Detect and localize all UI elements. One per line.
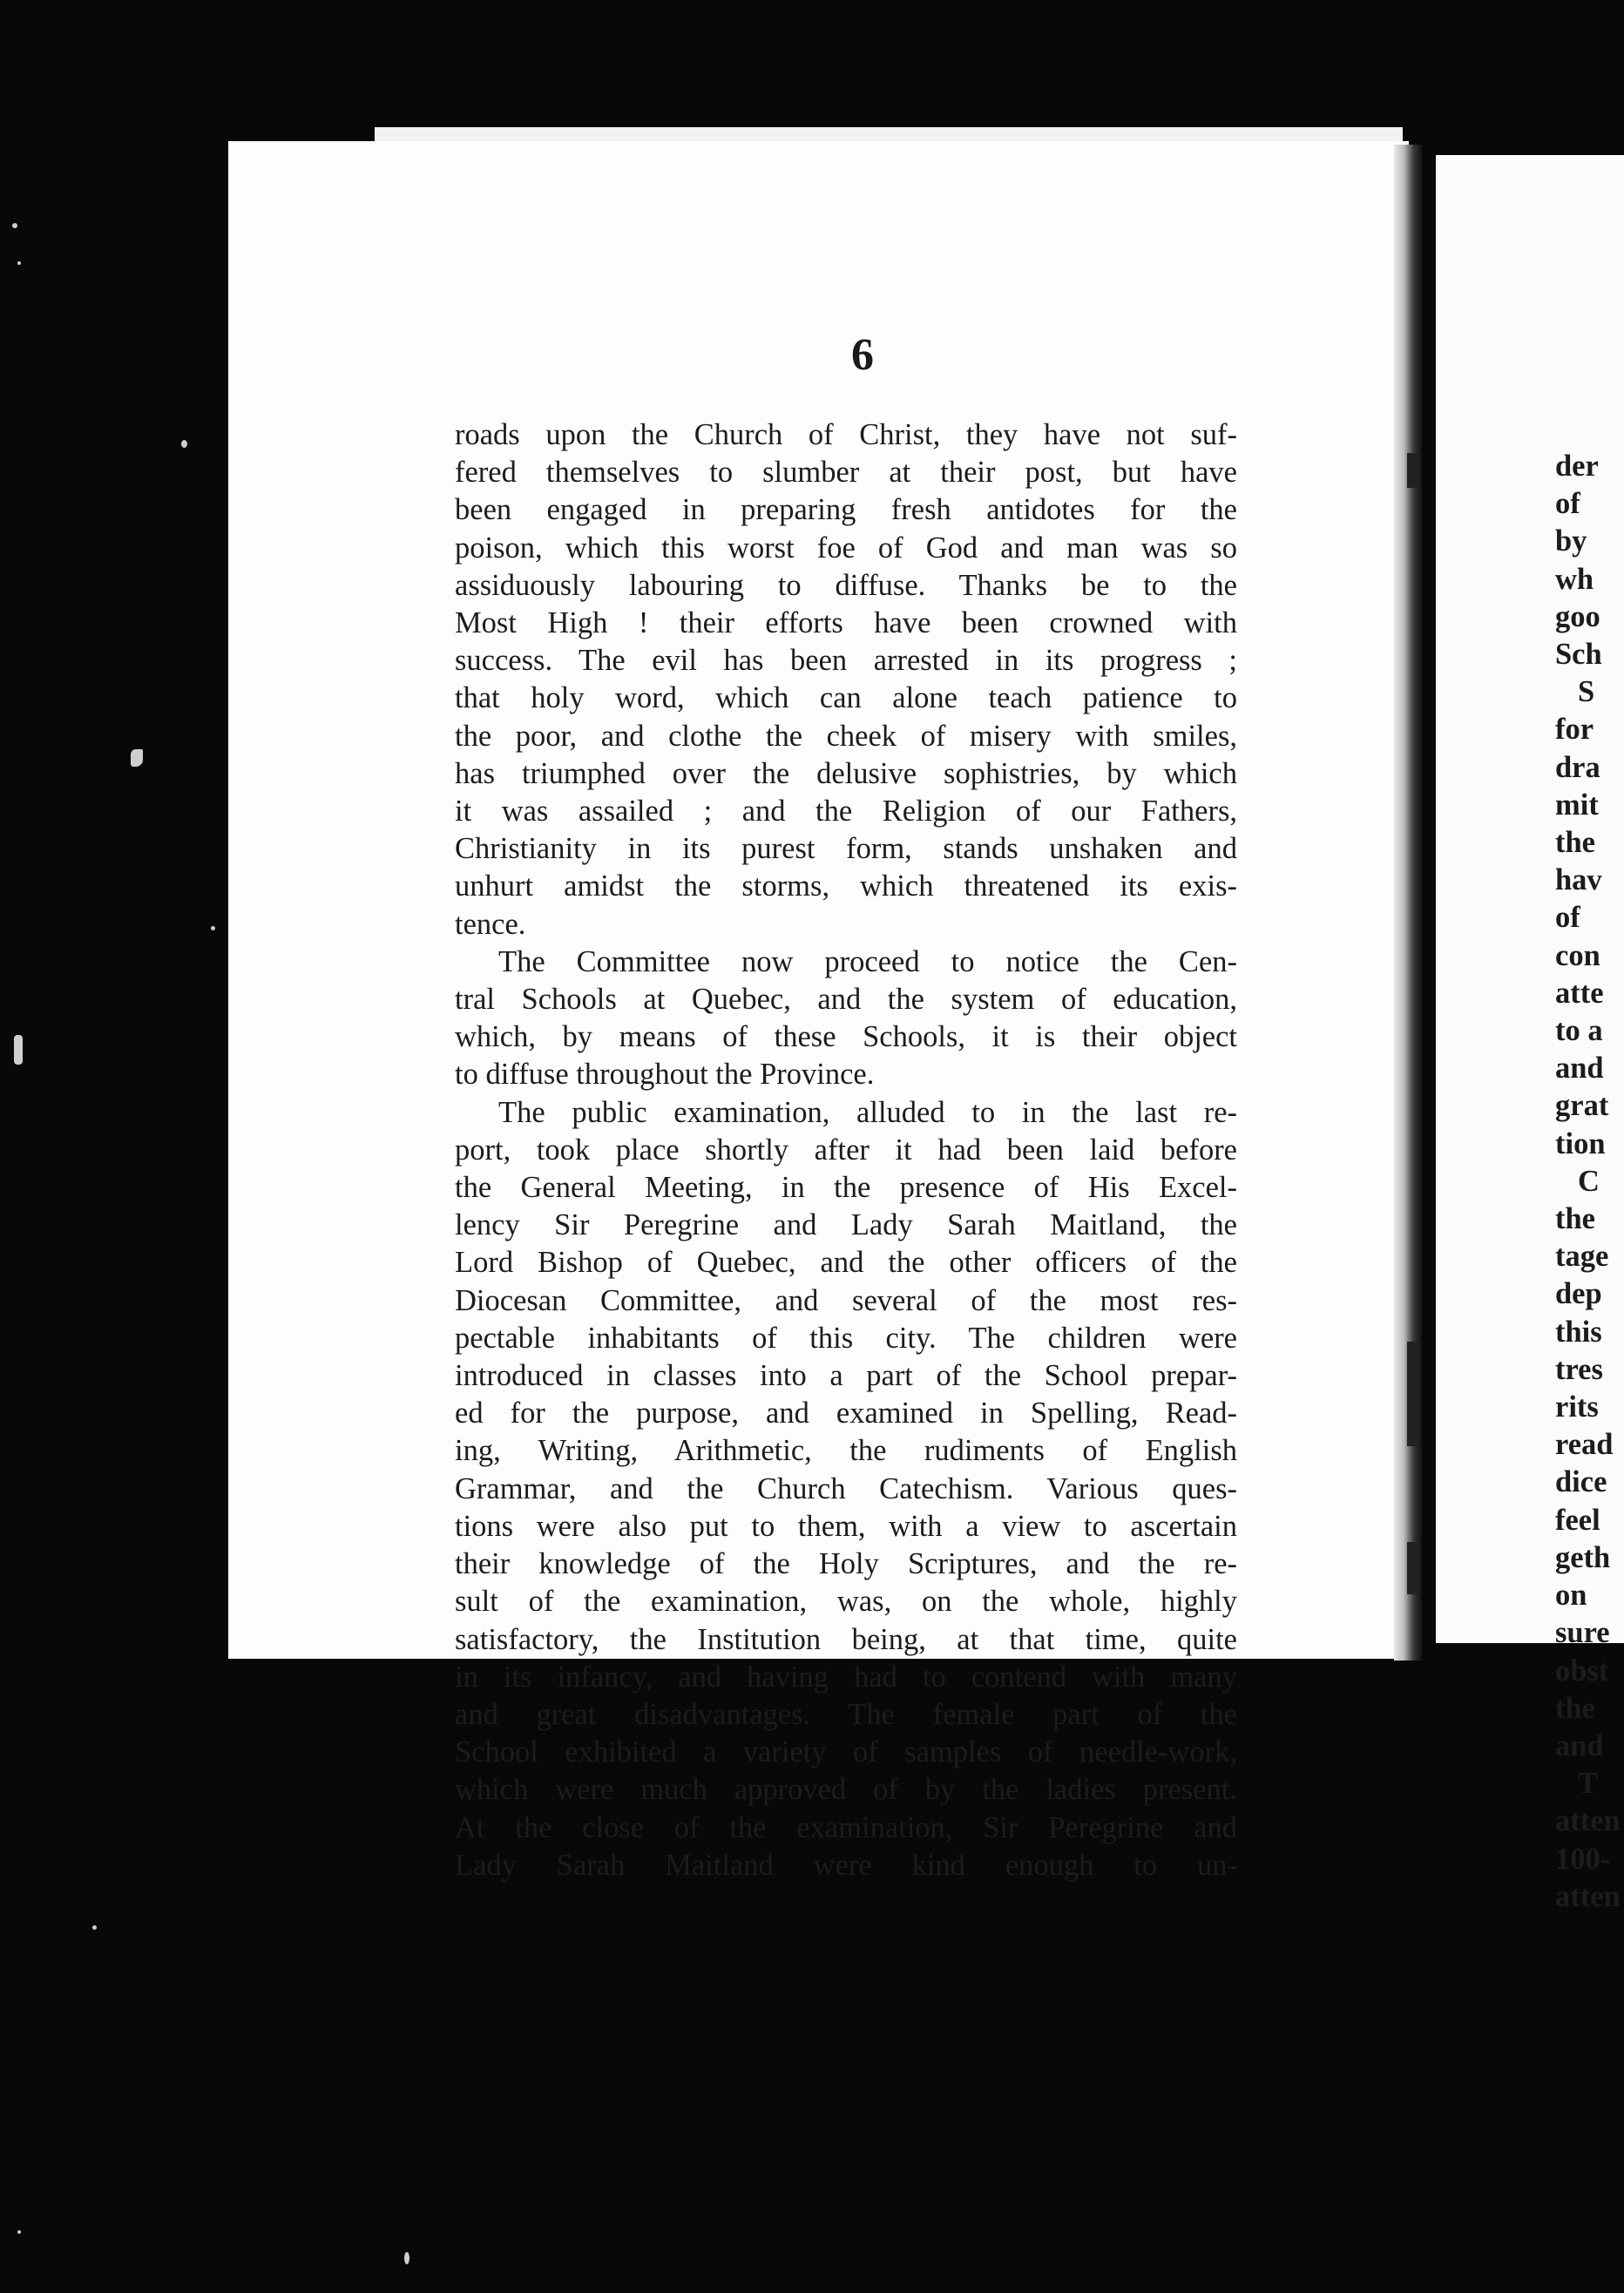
text-line: poison, which this worst foe of God and man was so (455, 531, 1237, 565)
text-line: which, by means of these Schools, it is their object (455, 1020, 1237, 1054)
facing-page-line: obst (1555, 1654, 1609, 1688)
text-line: The Committee now proceed to notice the Cen- (498, 944, 1237, 978)
scan-speck (404, 2252, 409, 2264)
page-number: 6 (851, 330, 874, 380)
gutter-ink-mark (1407, 1542, 1419, 1594)
facing-page-line: by (1555, 524, 1587, 558)
text-line: tral Schools at Quebec, and the system of education, (455, 983, 1237, 1017)
facing-page-text-column (1555, 448, 1624, 1916)
facing-page-line: T (1578, 1767, 1599, 1801)
text-line: fered themselves to slumber at their post, but have (455, 456, 1237, 490)
gutter-ink-mark (1407, 1342, 1419, 1446)
text-line: pectable inhabitants of this city. The children were (455, 1321, 1237, 1355)
facing-page-line: dra (1555, 750, 1600, 784)
facing-page-line: feel (1555, 1503, 1600, 1537)
facing-page-line: the (1555, 826, 1595, 860)
text-line: The public examination, alluded to in the last re- (498, 1095, 1237, 1129)
facing-page-line: geth (1555, 1540, 1611, 1574)
text-line: which were much approved of by the ladies present. (455, 1773, 1237, 1807)
text-line: tence. (455, 907, 526, 941)
facing-page-line: wh (1555, 562, 1594, 596)
text-line: tions were also put to them, with a view to ascertain (455, 1509, 1237, 1543)
text-line: the poor, and clothe the cheek of misery with smiles, (455, 719, 1237, 753)
facing-page-line: the (1555, 1691, 1595, 1725)
facing-page-line: atten (1555, 1804, 1621, 1838)
facing-page-line: rits (1555, 1390, 1599, 1424)
facing-page-line: tres (1555, 1352, 1603, 1386)
facing-page-line: the (1555, 1202, 1595, 1236)
text-line: roads upon the Church of Christ, they have not suf- (455, 418, 1237, 451)
text-line: Most High ! their efforts have been crowned with (455, 606, 1237, 640)
scan-speck (17, 261, 21, 265)
facing-page-line: goo (1555, 599, 1600, 633)
facing-page-line: der (1555, 450, 1599, 483)
text-line: Grammar, and the Church Catechism. Various ques- (455, 1471, 1237, 1505)
facing-page-line: to a (1555, 1014, 1603, 1048)
facing-page-line: of (1555, 487, 1580, 521)
scan-speck (181, 440, 187, 448)
facing-page-line: C (1578, 1164, 1600, 1198)
facing-page-line: tage (1555, 1240, 1609, 1274)
text-line: has triumphed over the delusive sophistries, by which (455, 756, 1237, 790)
facing-page-line: this (1555, 1315, 1602, 1349)
facing-page-line: S (1578, 675, 1595, 709)
text-line: School exhibited a variety of samples of needle-work, (455, 1735, 1237, 1769)
facing-page-line: Sch (1555, 638, 1602, 672)
text-line: Diocesan Committee, and several of the most res- (455, 1283, 1237, 1317)
facing-page-line: dep (1555, 1277, 1602, 1311)
facing-page-line: 100- (1555, 1842, 1611, 1876)
facing-page-line: grat (1555, 1089, 1609, 1123)
scan-speck (14, 1035, 23, 1065)
text-line: to diffuse throughout the Province. (455, 1058, 875, 1092)
text-line: Lord Bishop of Quebec, and the other officers of the (455, 1246, 1237, 1280)
text-line: their knowledge of the Holy Scriptures, and the re- (455, 1547, 1237, 1581)
facing-page-line: of (1555, 901, 1580, 935)
text-line: unhurt amidst the storms, which threatened its exis- (455, 869, 1237, 903)
text-line: assiduously labouring to diffuse. Thanks be to the (455, 568, 1237, 602)
scan-speck (92, 1925, 97, 1930)
text-line: and great disadvantages. The female part of the (455, 1697, 1237, 1731)
text-line: success. The evil has been arrested in its progress ; (455, 644, 1237, 678)
facing-page-line: mit (1555, 788, 1599, 822)
facing-page-line: con (1555, 938, 1600, 972)
text-line: Christianity in its purest form, stands unshaken and (455, 832, 1237, 866)
text-line: ing, Writing, Arithmetic, the rudiments of English (455, 1434, 1237, 1468)
scan-speck (131, 749, 143, 767)
text-line: introduced in classes into a part of the School prepar- (455, 1359, 1237, 1393)
scan-speck (211, 926, 215, 930)
text-line: Lady Sarah Maitland were kind enough to un- (455, 1848, 1237, 1882)
text-line: been engaged in preparing fresh antidotes for the (455, 493, 1237, 527)
facing-page-line: on (1555, 1579, 1587, 1613)
text-line: lency Sir Peregrine and Lady Sarah Maitland, the (455, 1208, 1237, 1242)
facing-page-line: atte (1555, 976, 1604, 1010)
facing-page-line: atten (1555, 1879, 1621, 1913)
facing-page-line: hav (1555, 863, 1602, 897)
facing-page-line: and (1555, 1728, 1604, 1762)
text-line: in its infancy, and having had to contend with many (455, 1660, 1237, 1694)
facing-page-line: sure (1555, 1616, 1610, 1650)
text-line: ed for the purpose, and examined in Spelling, Read- (455, 1397, 1237, 1431)
facing-page-line: and (1555, 1052, 1604, 1086)
facing-page-line: dice (1555, 1465, 1607, 1499)
scan-speck (17, 2230, 21, 2234)
text-line: sult of the examination, was, on the whole, highly (455, 1585, 1237, 1619)
facing-page-line: for (1555, 713, 1594, 747)
text-line: At the close of the examination, Sir Peregrine and (455, 1810, 1237, 1844)
text-line: satisfactory, the Institution being, at that time, quite (455, 1622, 1237, 1656)
facing-page-lines (1555, 448, 1624, 1916)
text-line: that holy word, which can alone teach patience to (455, 681, 1237, 715)
gutter-ink-mark (1407, 453, 1419, 488)
text-line: the General Meeting, in the presence of His Excel- (455, 1171, 1237, 1205)
facing-page-line: read (1555, 1428, 1614, 1462)
main-text-column (455, 416, 1237, 1884)
facing-page-line: tion (1555, 1126, 1606, 1160)
text-line: port, took place shortly after it had been laid before (455, 1133, 1237, 1167)
text-line: it was assailed ; and the Religion of our Fathers, (455, 795, 1237, 829)
scan-speck (12, 223, 17, 228)
